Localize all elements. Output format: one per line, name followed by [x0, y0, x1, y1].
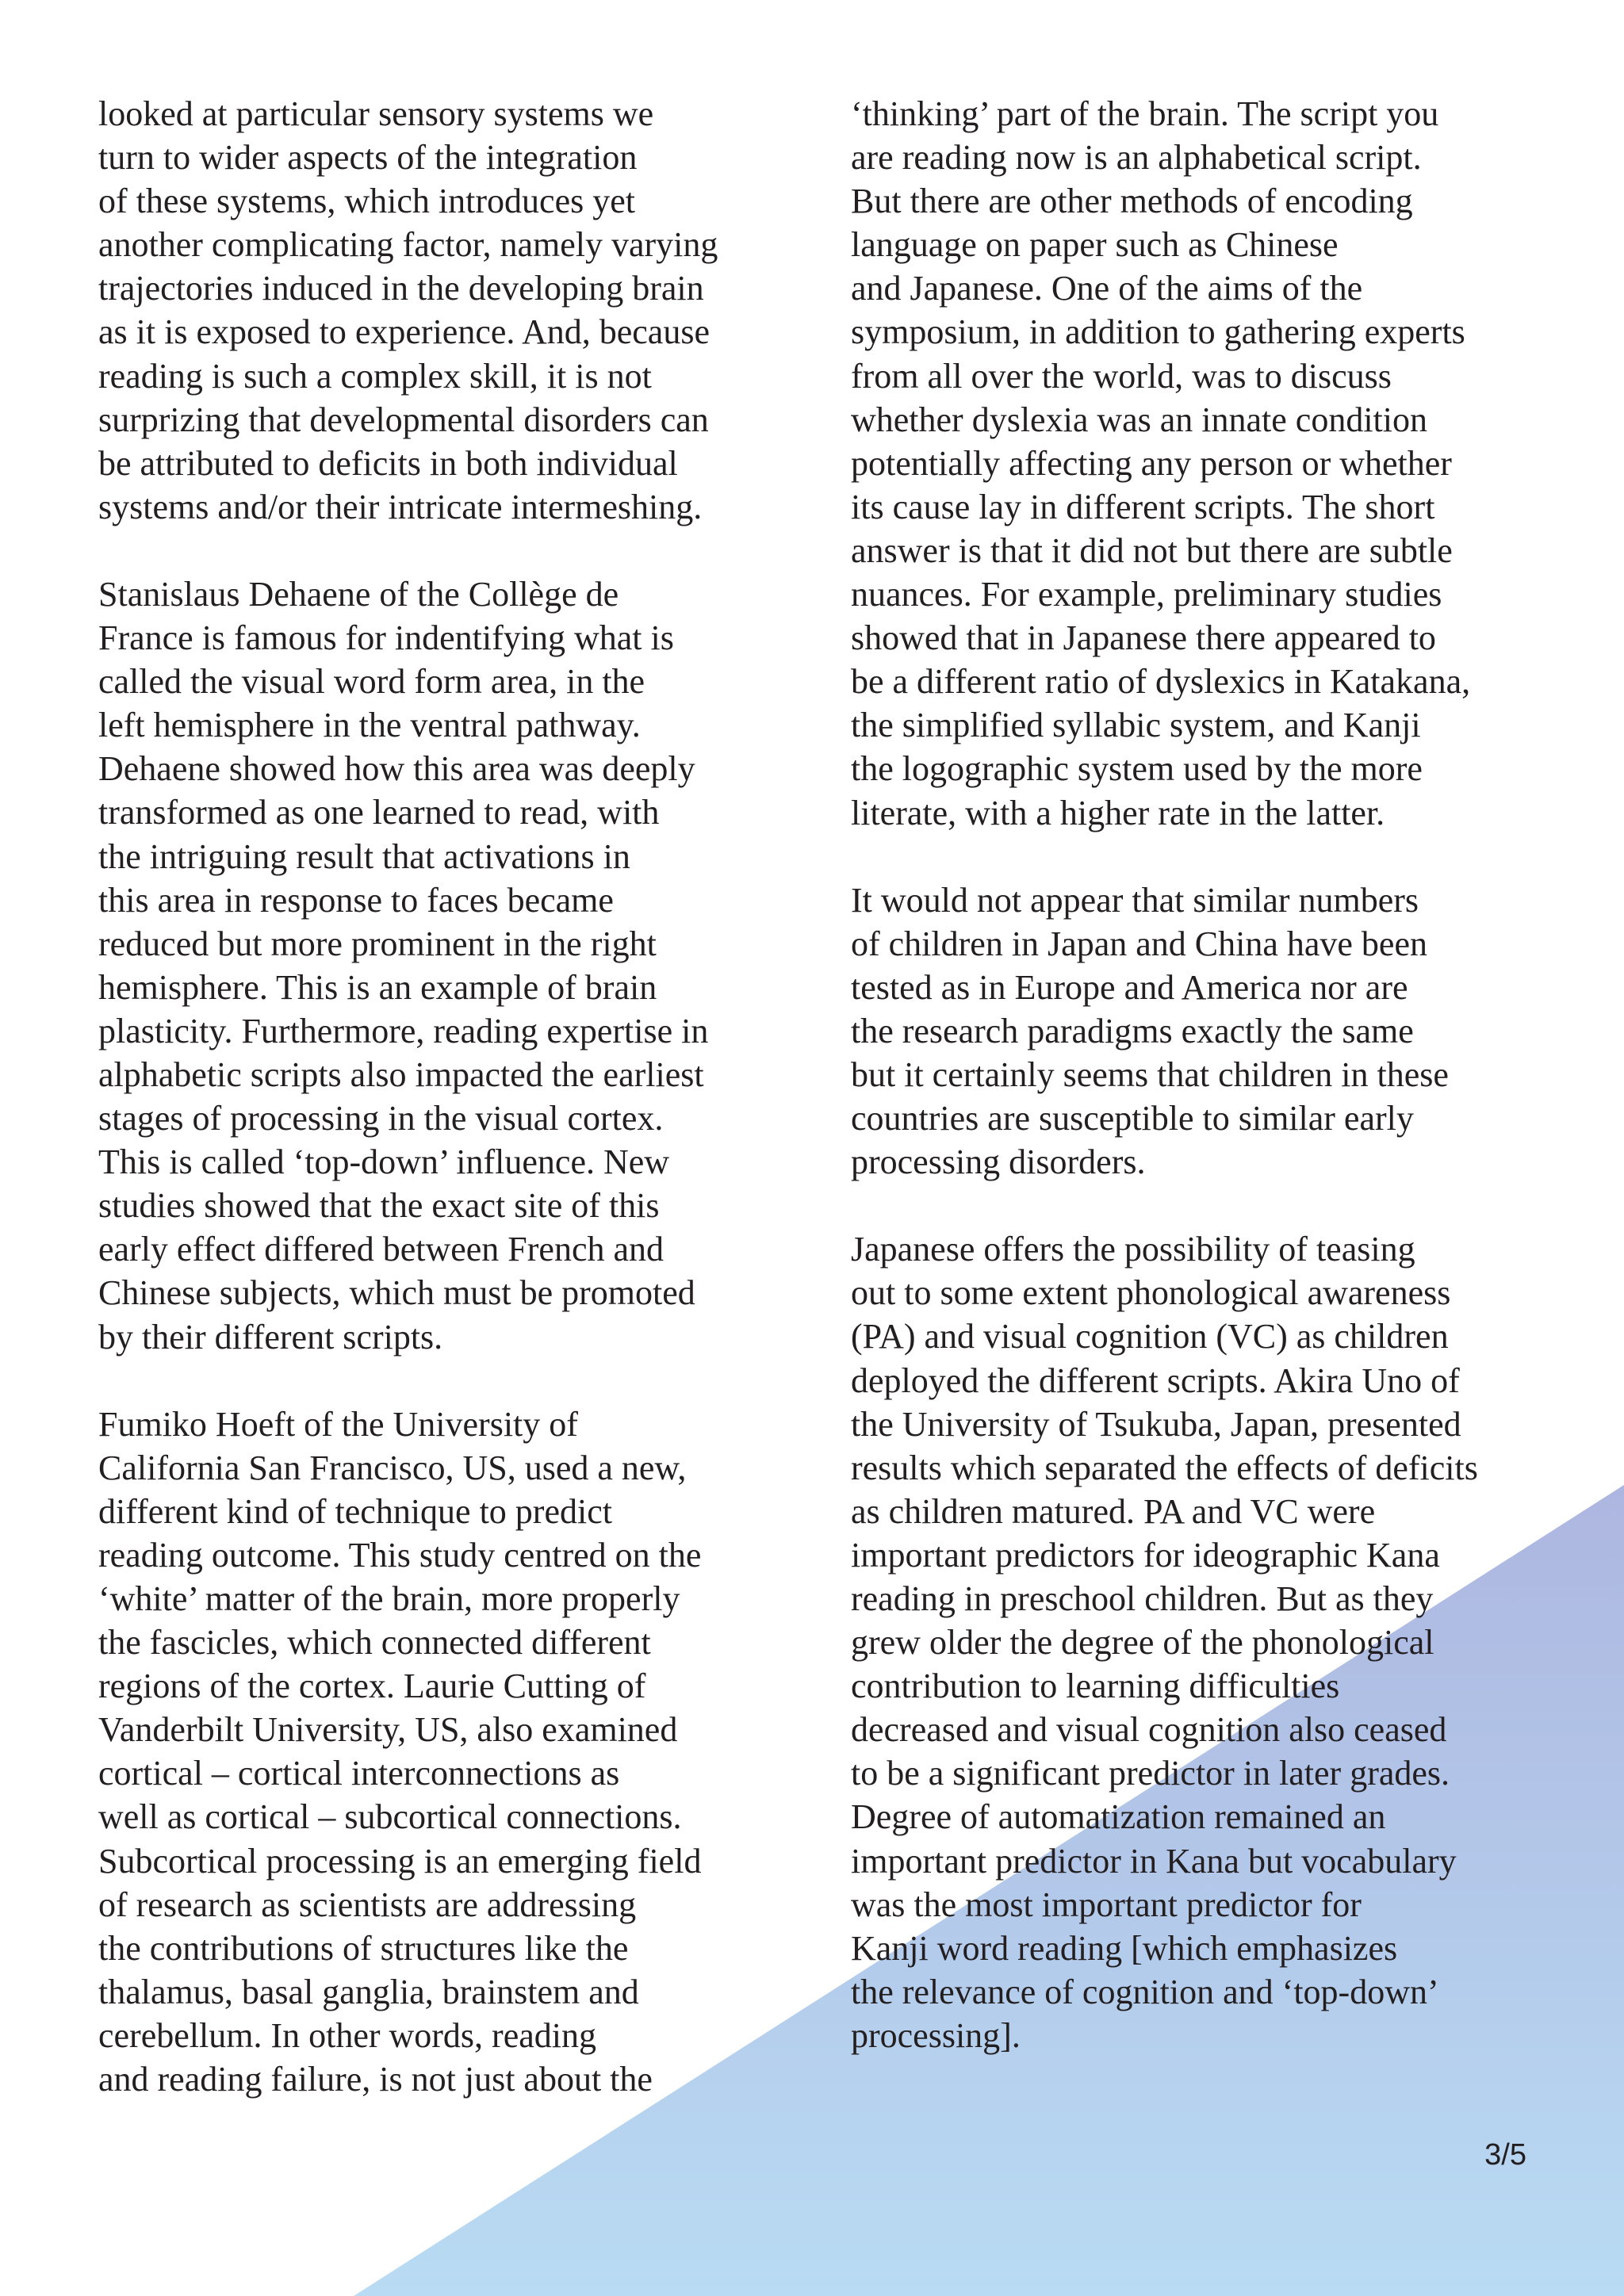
- text-line: of children in Japan and China have been: [851, 924, 1427, 963]
- page-number: 3/5: [1484, 2138, 1526, 2172]
- text-line: left hemisphere in the ventral pathway.: [98, 706, 641, 745]
- text-line: ‘white’ matter of the brain, more properly: [98, 1579, 680, 1618]
- paragraph-sensory-integration: [98, 92, 796, 529]
- text-line: another complicating factor, namely varying: [98, 225, 718, 265]
- text-line: important predictors for ideographic Kana: [851, 1535, 1440, 1575]
- text-line: countries are susceptible to similar early: [851, 1099, 1414, 1138]
- text-line: the relevance of cognition and ‘top-down’: [851, 1972, 1439, 2011]
- text-line: as children matured. PA and VC were: [851, 1491, 1376, 1531]
- text-line: France is famous for indentifying what is: [98, 618, 674, 658]
- text-line: the research paradigms exactly the same: [851, 1011, 1414, 1050]
- text-line: as it is exposed to experience. And, because: [98, 312, 710, 352]
- text-line: (PA) and visual cognition (VC) as children: [851, 1317, 1449, 1357]
- text-line: the contributions of structures like the: [98, 1928, 629, 1968]
- text-line: Dehaene showed how this area was deeply: [98, 749, 695, 789]
- text-line: and reading failure, is not just about the: [98, 2060, 653, 2099]
- paragraph-dehaene: [98, 572, 796, 1359]
- text-line: looked at particular sensory systems we: [98, 94, 654, 133]
- text-line: Degree of automatization remained an: [851, 1797, 1386, 1837]
- text-line: contribution to learning difficulties: [851, 1667, 1340, 1706]
- text-line: turn to wider aspects of the integration: [98, 138, 638, 178]
- text-line: Kanji word reading [which emphasizes: [851, 1928, 1398, 1968]
- text-line: transformed as one learned to read, with: [98, 793, 660, 832]
- text-line: showed that in Japanese there appeared to: [851, 618, 1436, 658]
- text-line: be a different ratio of dyslexics in Katakana,: [851, 662, 1471, 702]
- text-line: potentially affecting any person or whether: [851, 443, 1452, 483]
- text-line: of research as scientists are addressing: [98, 1885, 637, 1924]
- text-line: answer is that it did not but there are subtle: [851, 530, 1453, 570]
- text-line: was the most important predictor for: [851, 1885, 1362, 1924]
- text-line: Japanese offers the possibility of teasing: [851, 1230, 1415, 1269]
- text-line: studies showed that the exact site of this: [98, 1186, 660, 1226]
- text-line: Subcortical processing is an emerging field: [98, 1841, 702, 1881]
- text-line: stages of processing in the visual cortex.: [98, 1099, 664, 1138]
- text-line: Fumiko Hoeft of the University of: [98, 1404, 578, 1444]
- text-line: are reading now is an alphabetical script.: [851, 138, 1422, 178]
- text-line: ‘thinking’ part of the brain. The script you: [851, 94, 1439, 133]
- text-line: surprizing that developmental disorders can: [98, 400, 709, 439]
- text-line: early effect differed between French and: [98, 1230, 665, 1269]
- paragraph-scripts-dyslexia: [851, 92, 1565, 835]
- text-line: cortical – cortical interconnections as: [98, 1754, 620, 1793]
- text-line: different kind of technique to predict: [98, 1491, 612, 1531]
- text-line: plasticity. Furthermore, reading expertise in: [98, 1011, 709, 1050]
- right-column: [851, 92, 1565, 2101]
- text-line: the simplified syllabic system, and Kanji: [851, 706, 1421, 745]
- text-line: It would not appear that similar numbers: [851, 880, 1419, 920]
- text-line: reading is such a complex skill, it is not: [98, 356, 652, 396]
- text-line: by their different scripts.: [98, 1317, 443, 1357]
- text-line: thalamus, basal ganglia, brainstem and: [98, 1972, 639, 2011]
- text-line: hemisphere. This is an example of brain: [98, 967, 657, 1007]
- text-line: of these systems, which introduces yet: [98, 182, 635, 221]
- text-line: decreased and visual cognition also ceased: [851, 1710, 1447, 1750]
- text-line: symposium, in addition to gathering experts: [851, 312, 1465, 352]
- text-line: trajectories induced in the developing brain: [98, 269, 704, 308]
- text-line: results which separated the effects of deficits: [851, 1448, 1478, 1487]
- paragraph-hoeft-cutting: [98, 1402, 796, 2102]
- text-line: California San Francisco, US, used a new,: [98, 1448, 687, 1487]
- text-line: from all over the world, was to discuss: [851, 356, 1392, 396]
- text-line: alphabetic scripts also impacted the earliest: [98, 1054, 704, 1094]
- text-line: Stanislaus Dehaene of the Collège de: [98, 574, 619, 614]
- text-line: nuances. For example, preliminary studies: [851, 575, 1442, 614]
- text-line: its cause lay in different scripts. The short: [851, 487, 1435, 526]
- text-line: deployed the different scripts. Akira Uno of: [851, 1360, 1460, 1400]
- text-line: language on paper such as Chinese: [851, 225, 1339, 265]
- text-line: reading in preschool children. But as they: [851, 1579, 1434, 1618]
- text-line: This is called ‘top-down’ influence. New: [98, 1142, 670, 1182]
- text-line: Vanderbilt University, US, also examined: [98, 1710, 678, 1750]
- paragraph-uno-findings: [851, 1227, 1565, 2057]
- text-line: the logographic system used by the more: [851, 749, 1423, 789]
- text-line: and Japanese. One of the aims of the: [851, 269, 1363, 308]
- text-line: called the visual word form area, in the: [98, 662, 645, 702]
- text-line: tested as in Europe and America nor are: [851, 967, 1408, 1007]
- text-line: processing disorders.: [851, 1142, 1146, 1182]
- text-line: But there are other methods of encoding: [851, 182, 1413, 221]
- text-line: the fascicles, which connected different: [98, 1623, 651, 1663]
- text-line: cerebellum. In other words, reading: [98, 2015, 596, 2055]
- text-line: literate, with a higher rate in the latter.: [851, 793, 1385, 832]
- text-line: regions of the cortex. Laurie Cutting of: [98, 1667, 646, 1706]
- text-line: out to some extent phonological awareness: [851, 1273, 1451, 1313]
- text-line: important predictor in Kana but vocabulary: [851, 1841, 1457, 1881]
- text-line: grew older the degree of the phonological: [851, 1623, 1434, 1663]
- text-line: whether dyslexia was an innate condition: [851, 400, 1428, 439]
- text-line: the intriguing result that activations in: [98, 836, 630, 876]
- text-line: processing].: [851, 2015, 1021, 2055]
- text-line: reading outcome. This study centred on the: [98, 1535, 702, 1575]
- text-line: well as cortical – subcortical connections.: [98, 1797, 682, 1837]
- left-column: [98, 92, 796, 2145]
- text-line: but it certainly seems that children in these: [851, 1054, 1449, 1094]
- text-line: systems and/or their intricate intermeshing.: [98, 487, 703, 526]
- text-line: this area in response to faces became: [98, 880, 614, 920]
- text-line: reduced but more prominent in the right: [98, 924, 657, 963]
- text-line: the University of Tsukuba, Japan, presented: [851, 1404, 1461, 1444]
- text-line: Chinese subjects, which must be promoted: [98, 1273, 695, 1313]
- text-line: be attributed to deficits in both individual: [98, 443, 678, 483]
- text-line: to be a significant predictor in later grades.: [851, 1754, 1450, 1793]
- paragraph-japan-china: [851, 878, 1565, 1184]
